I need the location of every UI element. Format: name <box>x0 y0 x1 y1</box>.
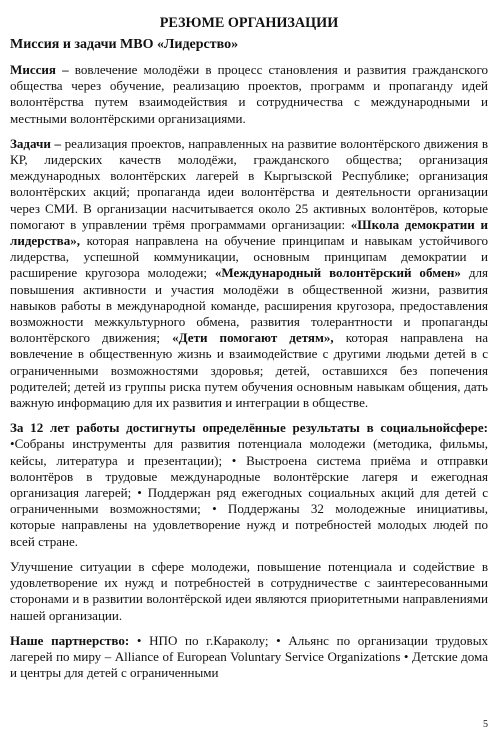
section-heading: Миссия и задачи МВО «Лидерство» <box>10 37 239 52</box>
results-paragraph <box>10 420 488 550</box>
tasks-text: реализация проектов, направленных на развитие волонтёрского движения в КР, лидерских качеств молодёжи, гражданского общества; организация международных волонтёрских лагерей в Кыргызской Республике; организация волонтёрских акций; пропаганда идеи волонтёрства и деятельности организации через СМИ. В организации насчитывается около 25 активных волонтёров, которые помогают в управлении трёмя программами организации: <box>10 135 488 232</box>
tasks-paragraph <box>10 136 488 411</box>
improvement-paragraph: Улучшение ситуации в сфере молодежи, повышение потенциала и содействие в удовлетворение их нужд и потребностей в сотрудничестве с заинтересованными сторонами и в развитии волонтёрской идеи являются приоритетными направлениями нашей организации. <box>10 558 488 623</box>
program-name: «Школа демократии и лидерства», <box>10 216 488 249</box>
document-body <box>10 14 488 690</box>
results-label: За 12 лет работы достигнуты определённые результаты в социальнойсфере: <box>10 420 488 436</box>
tasks-label: Задачи – <box>10 135 62 151</box>
mission-text: вовлечение молодёжи в процесс становления и развития гражданского общества через обучение, реализацию проектов, программ и пропаганду идей волонтёрства путем взаимодействия и сотрудничества с международными и местными волонтёрскими организациями. <box>10 62 488 126</box>
partnership-paragraph <box>10 633 488 682</box>
program-name: «Дети помогают детям», <box>172 330 334 346</box>
mission-paragraph <box>10 62 488 127</box>
partnership-label: Наше партнерство: <box>10 632 130 648</box>
mission-label: Миссия – <box>10 62 69 77</box>
results-text: •Собраны инструменты для развития потенциала молодежи (методика, фильмы, кейсы, литература и презентации); • Выстроена система приёма и отправки волонтёров в трудовые международные волонтёрские лагеря и ежегодная организация лагерей; • Поддержан ряд ежегодных социальных акций для детей с ограниченными возможностями; • Поддержаны 32 молодежные инициативы, которые направлены на удовлетворение нужд и потребностей молодых людей по всей стране. <box>10 436 488 549</box>
tasks-text: для повышения активности и участия молодёжи в общественной жизни, развития навыков работы в международной команде, расширения кругозора, предоставления возможности межкультурного обмена, развития толерантности и пропаганды волонтёрского движения; <box>10 265 488 346</box>
tasks-text: которая направлена на вовлечение в общественную жизнь и взаимодействие с другими людьми детей в с ограниченными возможностями здоровья; детей, оставшихся без попечения родителей; детей из группы риска путем обучения основным навыкам общения, дать важную информацию для их развития и интеграции в обществе. <box>10 330 488 411</box>
tasks-text: которая направлена на обучение принципам и навыкам устойчивого лидерства, успешной коммуникации, основным принципам демократии и расширение кругозора молодежи; <box>10 233 488 281</box>
program-name: «Международный волонтёрский обмен» <box>214 265 461 281</box>
page-number: 5 <box>483 719 488 730</box>
page-title: РЕЗЮМЕ ОРГАНИЗАЦИИ <box>159 15 339 31</box>
partnership-text: • НПО по г.Караколу; • Альянс по организации трудовых лагерей по миру – Alliance of European Voluntary Service Organizations • Детские дома и центры для детей с ограниченными <box>10 632 488 681</box>
